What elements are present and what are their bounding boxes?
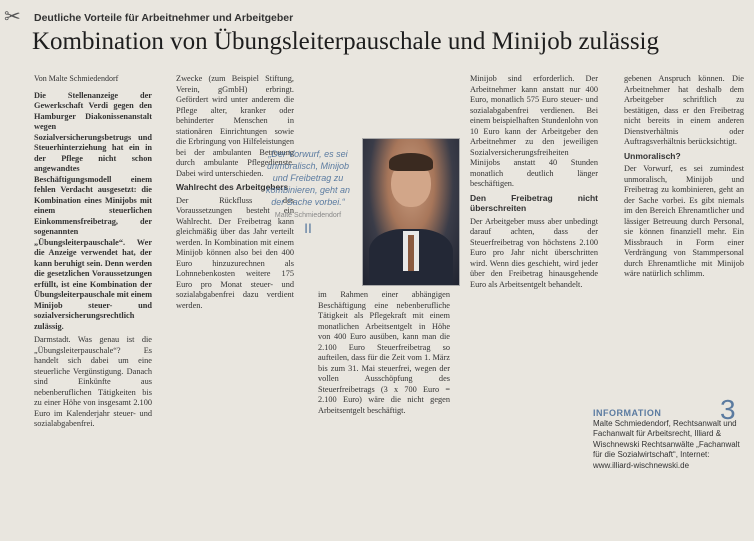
column-4 [470,74,598,293]
body-paragraph: Der Arbeitgeber muss aber unbedingt darauf achten, dass der Steuerfreibetrag von höchstens 2.100 Euro pro Jahr nicht überschritten wird. Wenn dies geschieht, wird jeder über den Freibetrag hinausgehende Euro als Arbeitsentgelt behandelt. [470,216,598,289]
info-heading: INFORMATION [593,408,662,418]
quote-text: „Der Vorwurf, es sei unmoralisch, Minijob und Freibetrag zu kombinieren, geht an der Sache vorbei.“ [265,149,351,207]
body-paragraph: im Rahmen einer abhängigen Beschäftigung eine nebenberufliche Tätigkeit als Pflegekraft mit einem monatlichen Arbeitsentgelt in Höhe von 400 Euro ausüben, kann man die 2.100 Euro Steuerfreibetrag so aufteilen, dass für die Zeit vom 1. März bis zum 31. Mai steuerfrei, wegen der vollen Ausschöpfung des Steuerfreibetrags (3 x 700 Euro = 2.100 Euro) wäre die nicht gegen Arbeitsentgelt beschäftigt. [318,290,450,415]
info-box [593,408,743,471]
pull-quote [262,148,354,234]
body-paragraph: Zwecke (zum Beispiel Stiftung, Verein, gGmbH) erbringt. Gefördert wird unter anderem die Pflege alter, kranker oder behinderter Menschen in stationären Einrichtungen sowie die Erbringung von Hilfeleistungen bei der ambulanten Betreuung durch ambulante Pflegedienste. Dabei wird unterschieden. [176,74,294,178]
kicker: Deutliche Vorteile für Arbeitnehmer und Arbeitgeber [34,12,294,24]
body-paragraph: Der Vorwurf, es sei zumindest unmoralisch, Minijob und Freibetrag zu kombinieren, geht an der Sache vorbei. Es gibt niemals im den Bereich Ehrenamtlicher und lässiger Betreuung durch Personal, sie können finanziell mehr. Ein Missbrauch in Form einer Verdrängung von Stammpersonal durch Ehrenamtliche mit Minijob wäre natürlich schlimm. [624,164,744,278]
portrait-photo [362,138,460,286]
info-text: Malte Schmiedendorf, Rechtsanwalt und Fachanwalt für Arbeitsrecht, Illiard & Wischnewski Rechtsanwälte „Fachanwalt für die Sozialwirtschaft“, Internet: www.illiard-wischnewski.de [593,418,740,470]
quote-attribution: Malte Schmiedendorf [274,212,342,219]
quote-mark: II [304,220,312,236]
body-paragraph: gebenen Anspruch können. Die Arbeitnehmer hat deshalb dem Arbeitgeber schriftlich zu bestätigen, dass er den Freibetrag nicht bereits in einem anderen Dienstverhältnis oder Auftragsverhältnis berücksichtigt. [624,74,744,146]
column-5 [624,74,744,283]
body-paragraph: Der Rückfluss des Voraussetzungen besteht ein Wahlrecht. Der Freibetrag kann gleichmäßig über das Jahr verteilt werden. In Kombination mit einem Minijob können also bei den 400 Euro hinzuzurechnen als Lohnnebenkosten weitere 175 Euro pro Monat steuer- und sozialabgabenfrei dazu verdient werden. [176,195,294,310]
author-byline: Von Malte Schmiedendorf [34,74,119,83]
body-paragraph: Darmstadt. Was genau ist die „Übungsleiterpauschale“? Es handelt sich dabei um eine steuerliche Vergünstigung. Danach sind Einkünfte aus nebenberuflichen Tätigkeiten bis zu einer Höhe von insgesamt 2.100 Euro im Kalenderjahr steuer- und sozialabgabenfrei. [34,335,152,428]
headline: Kombination von Übungsleiterpauschale und Minijob zulässig [32,28,659,55]
photo-hair [389,153,433,171]
subheading: Den Freibetrag nicht überschreiten [470,192,598,213]
lead-paragraph: Die Stellenanzeige der Gewerkschaft Verdi gegen den Hamburger Diakonissenanstalt wegen Sozialversicherungsbetrugs und Steuerhinterziehung hat ein in der Pflege nicht schon angewandtes Beschäftigungsmodell einem fehlen Verdacht ausgesetzt: die Kombination eines Minijobs mit einem steuerlichen Einkommensfreibetrag, der sogenannten „Übungsleiterpauschale“. Wer die Anzeige verwendet hat, der kann beruhigt sein. Denn werden die gesetzlichen Voraussetzungen erfüllt, ist eine Kombination der Übungsleiterpauschale mit einem Minijob steuer- und sozialversicherungsrechtlich zulässig. [34,90,152,331]
subheading: Unmoralisch? [624,150,681,161]
column-1 [34,74,152,433]
scissors-icon: ✂ [4,6,21,28]
info-number: 3 [720,394,736,425]
column-3 [318,290,450,419]
photo-tie [408,235,414,271]
subheading: Wahlrecht des Arbeitgebers [176,182,289,192]
body-paragraph: Minijob sind erforderlich. Der Arbeitnehmer kann anstatt nur 400 Euro, monatlich 575 Euro steuer- und sozialabgabenfrei verdienen. Bei einem beispielhaften Stundenlohn von 10 Euro kann der Arbeitgeber den Arbeitnehmer zu den jeweiligen Sozialversicherungsfreiheiten Minijobs anstatt 40 Stunden monatlich deutlich länger beschäftigen. [470,74,598,188]
